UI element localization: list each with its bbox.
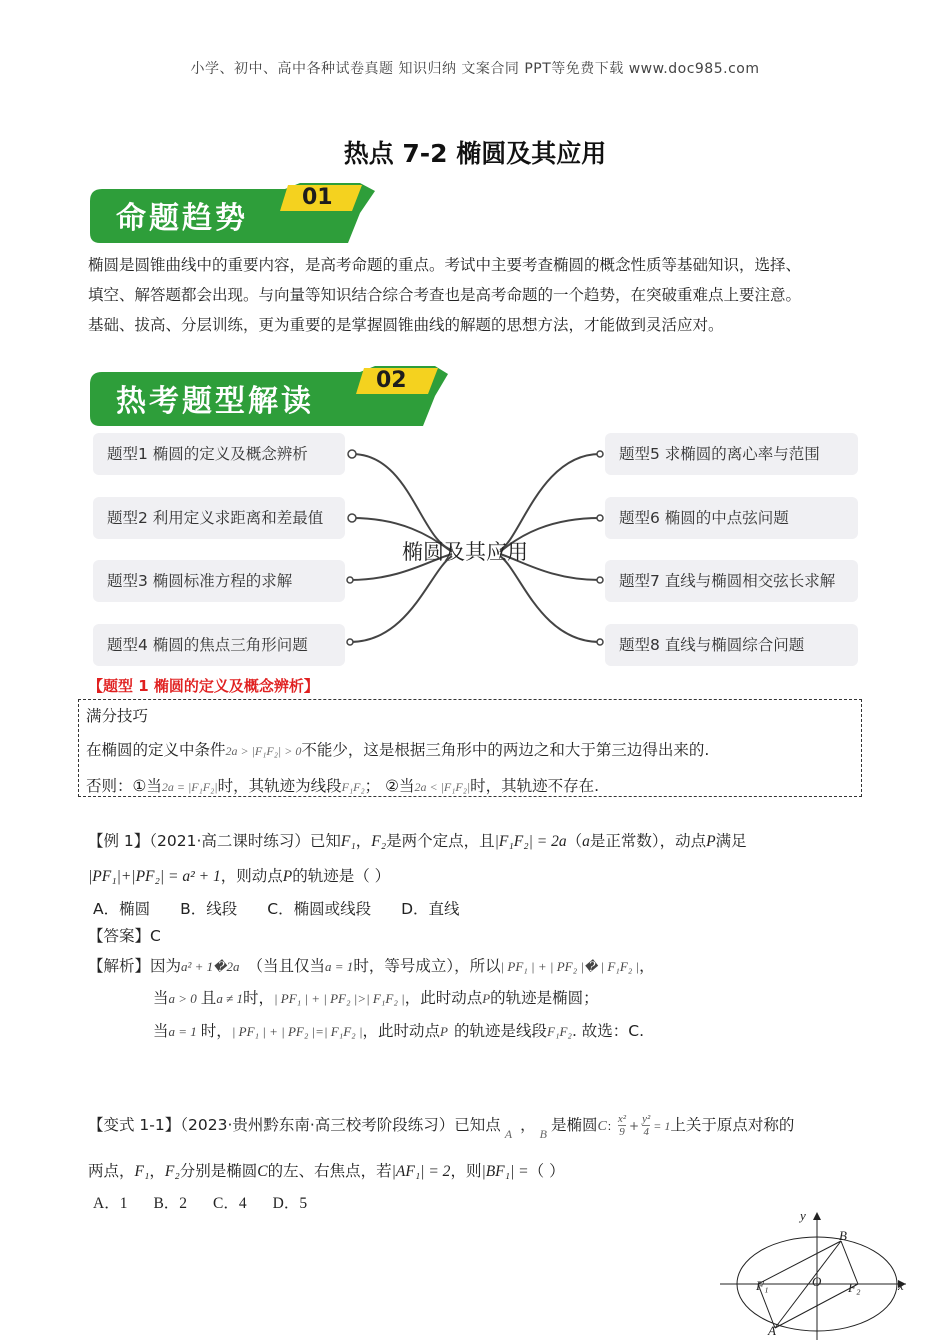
ellipse-figure <box>720 1208 920 1340</box>
banner-number: 01 <box>302 185 333 210</box>
text: 时，等号成立），所以 <box>353 957 501 975</box>
example1-answer: 【答案】C <box>88 927 161 945</box>
tips-line-1 <box>86 738 709 760</box>
text: ， <box>520 1116 536 1134</box>
math: P <box>282 868 293 885</box>
example1-analysis-2 <box>153 986 599 1008</box>
point-label-f2: F₂ <box>848 1280 861 1295</box>
mindmap-node-type2: 题型2 利用定义求距离和差最值 <box>93 497 345 539</box>
math: | PF₁ | + | PF₂ |� | F₁F₂ | <box>500 959 640 974</box>
option-a: A．椭圆 <box>93 900 151 918</box>
text: ， <box>149 1162 165 1180</box>
text: ，此时动点 <box>404 989 483 1007</box>
text: 【例 1】（2021·高二课时练习）已知 <box>88 832 341 850</box>
mindmap-node-type5: 题型5 求椭圆的离心率与范围 <box>605 433 858 475</box>
text: 【解析】因为 <box>88 957 182 975</box>
section-banner-1 <box>90 183 375 243</box>
text: 分别是椭圆 <box>179 1162 258 1180</box>
option-c: C．4 <box>213 1195 247 1212</box>
math: P <box>482 991 491 1006</box>
text: （ <box>566 832 583 850</box>
intro-line: 椭圆是圆锥曲线中的重要内容，是高考命题的重点。考试中主要考查椭圆的概念性质等基础知识，选择、 <box>88 256 802 274</box>
num: x² <box>617 1113 627 1125</box>
math: A <box>504 1127 513 1141</box>
text: 是正常数），动点 <box>589 832 707 850</box>
mindmap-node-type6: 题型6 椭圆的中点弦问题 <box>605 497 858 539</box>
math: a ≠ 1 <box>216 991 243 1006</box>
text: ； ②当 <box>364 777 415 795</box>
math: a = 1 <box>325 959 354 974</box>
text: ，此时动点 <box>362 1022 441 1040</box>
math: C <box>597 1119 607 1134</box>
option-a: A．1 <box>93 1195 128 1212</box>
point-label-b: B <box>839 1228 847 1243</box>
mindmap-node-type1: 题型1 椭圆的定义及概念辨析 <box>93 433 345 475</box>
math: 2a < |F₁F₂| <box>414 780 471 794</box>
math: P <box>706 833 716 850</box>
text: 当 <box>153 1022 169 1040</box>
math: | PF₁ | + | PF₂ |=| F₁F₂ | <box>231 1024 363 1039</box>
axis-label-y: y <box>800 1208 806 1223</box>
den: 9 <box>619 1126 625 1138</box>
text: 否则：①当 <box>86 777 162 795</box>
math: F₂ <box>371 833 387 850</box>
section-banner-2 <box>90 366 450 426</box>
mindmap-node-type4: 题型4 椭圆的焦点三角形问题 <box>93 624 345 666</box>
text: 且 <box>200 989 217 1007</box>
math: a = 1 <box>168 1024 197 1039</box>
text: 【变式 1-1】（2023·贵州黔东南·高三校考阶段练习）已知点 <box>88 1116 501 1134</box>
example1-line-2 <box>88 864 390 886</box>
math: P <box>440 1024 448 1039</box>
text: ， <box>639 957 655 975</box>
math: 2a = |F₁F₂| <box>161 780 218 794</box>
text: 的轨迹是椭圆； <box>490 989 599 1007</box>
math: B <box>539 1127 547 1141</box>
site-header: 小学、初中、高中各种试卷真题 知识归纳 文案合同 PPT等免费下载 www.doc985.com <box>190 61 760 77</box>
example1-line-1 <box>88 829 747 851</box>
intro-paragraph <box>88 250 868 340</box>
math: |F₁F₂| = 2a <box>494 833 567 850</box>
text: 不能少，这是根据三角形中的两边之和大于第三边得出来的. <box>301 741 710 759</box>
text: + <box>629 1119 640 1133</box>
option-c: C．椭圆或线段 <box>267 900 372 918</box>
text: 是两个定点，且 <box>386 832 495 850</box>
mindmap-center: 椭圆及其应用 <box>402 540 528 564</box>
mindmap-node-type7: 题型7 直线与椭圆相交弦长求解 <box>605 560 858 602</box>
intro-line: 填空、解答题都会出现。与向量等知识结合综合考查也是高考命题的一个趋势，在突破重难点上要注意。 <box>88 286 802 304</box>
den: 4 <box>643 1126 649 1138</box>
math: F₁F₂ <box>341 780 365 794</box>
math: F₁ <box>340 833 356 850</box>
mindmap-node-type3: 题型3 椭圆标准方程的求解 <box>93 560 345 602</box>
point-label-o: O <box>812 1274 822 1289</box>
math: |AF₁| = 2 <box>391 1163 451 1180</box>
text: ，则 <box>450 1162 482 1180</box>
tips-line-2 <box>86 774 599 796</box>
variant1-line-2 <box>88 1159 565 1181</box>
text: . 故选：C. <box>571 1022 645 1040</box>
text: 的轨迹是（ ） <box>292 867 391 885</box>
option-d: D．直线 <box>401 900 460 918</box>
text: 的左、右焦点，若 <box>267 1162 392 1180</box>
math: F₁F₂ <box>547 1024 572 1039</box>
text: ，则动点 <box>220 867 283 885</box>
page-title: 热点 7-2 椭圆及其应用 <box>343 139 607 168</box>
text: （当且仅当 <box>247 957 326 975</box>
text: 时，其轨迹为线段 <box>217 777 342 795</box>
option-d: D．5 <box>272 1195 308 1212</box>
text: ， <box>355 832 372 850</box>
option-b: B．2 <box>153 1195 188 1212</box>
fraction <box>618 1113 626 1138</box>
text: 在椭圆的定义中条件 <box>86 741 226 759</box>
fraction <box>642 1113 650 1138</box>
option-b: B．线段 <box>180 900 238 918</box>
text: 当 <box>153 989 169 1007</box>
example1-analysis-3 <box>153 1019 644 1041</box>
math: 2a > |F₁F₂| > 0 <box>225 744 302 758</box>
text: 两点， <box>88 1162 135 1180</box>
math: | PF₁ | + | PF₂ |>| F₁F₂ | <box>273 991 405 1006</box>
text: 上关于原点对称的 <box>670 1116 795 1134</box>
math: a² + 1�2a <box>181 959 240 974</box>
math: |PF₁|+|PF₂| = a² + 1 <box>88 868 221 885</box>
variant1-options <box>93 1191 307 1213</box>
math: F₁ <box>134 1163 150 1180</box>
math: C <box>257 1163 268 1180</box>
banner-label: 热考题型解读 <box>116 384 314 419</box>
type1-heading: 【题型 1 椭圆的定义及概念辨析】 <box>88 677 319 695</box>
point-label-a: A <box>768 1323 776 1338</box>
text: 是椭圆 <box>551 1116 598 1134</box>
text: 满足 <box>715 832 747 850</box>
banner-number: 02 <box>376 368 407 393</box>
axis-label-x: x <box>898 1278 904 1293</box>
tips-title: 满分技巧 <box>86 707 149 725</box>
text: 的轨迹是线段 <box>454 1022 548 1040</box>
point-label-f1: F₁ <box>756 1278 769 1293</box>
variant1-line-1 <box>88 1113 794 1142</box>
math: F₂ <box>164 1163 180 1180</box>
math: |BF₁| = <box>481 1163 529 1180</box>
intro-line: 基础、拔高、分层训练，更为重要的是掌握圆锥曲线的解题的思想方法，才能做到灵活应对。 <box>88 316 724 334</box>
text: （ ） <box>528 1162 565 1180</box>
example1-analysis-1 <box>88 954 655 976</box>
mindmap-node-type8: 题型8 直线与椭圆综合问题 <box>605 624 858 666</box>
text: ： <box>606 1120 618 1133</box>
text: 时， <box>200 1022 232 1040</box>
text: 时， <box>242 989 274 1007</box>
math: = 1 <box>653 1119 671 1133</box>
example1-options <box>93 897 460 919</box>
banner-label: 命题趋势 <box>116 201 248 236</box>
num: y² <box>642 1113 651 1125</box>
math: a <box>582 833 590 850</box>
text: 时，其轨迹不存在. <box>470 777 600 795</box>
math: a > 0 <box>168 991 197 1006</box>
